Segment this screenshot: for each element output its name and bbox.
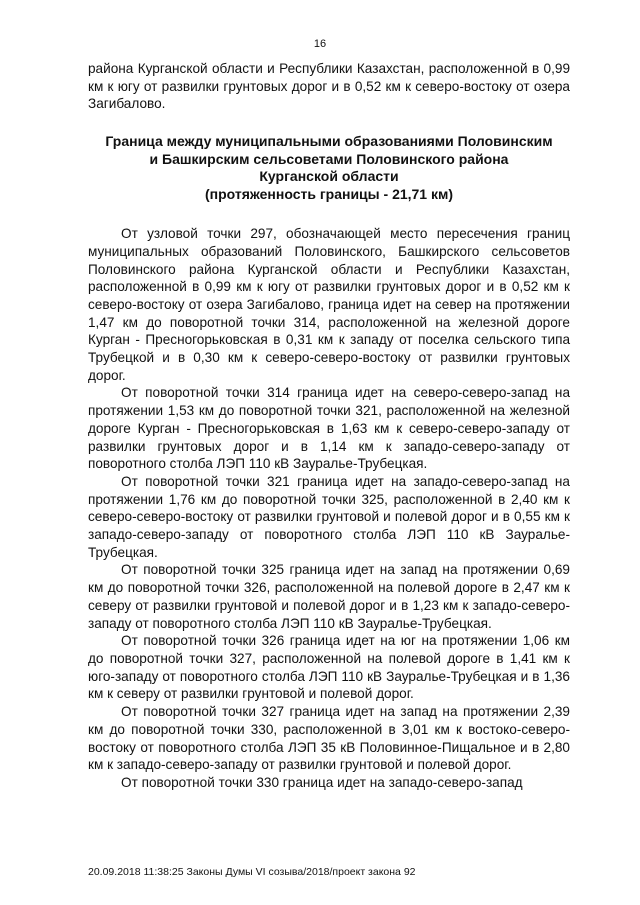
paragraph-5: От поворотной точки 326 граница идет на юг на протяжении 1,06 км до поворотной точки 327, расположенной на полевой дороге в 1,41 км к юго-западу от поворотного столба ЛЭП 110 кВ Зауралье-Трубецкая и в 1,36 км к северу от развилки грунтовой и полевой дорог. [88,633,570,702]
heading-line-1: Граница между муниципальными образованиями Половинским [105,133,553,150]
page-number: 16 [313,38,327,50]
intro-paragraph: района Курганской области и Республики Казахстан, расположенной в 0,99 км к югу от развилки грунтовых дорог и в 0,52 км к северо-востоку от озера Загибалово. [88,61,570,112]
section-heading [88,133,570,203]
footer-document-stamp: 20.09.2018 11:38:25 Законы Думы VI созыва/2018/проект закона 92 [88,866,416,878]
heading-line-2: и Башкирским сельсоветами Половинского района [149,150,509,167]
paragraph-3: От поворотной точки 321 граница идет на западо-северо-запад на протяжении 1,76 км до поворотной точки 325, расположенной в 2,40 км к северо-северо-востоку от развилки грунтовой и полевой дорог и в 0,55 км к западо-северо-западу от поворотного столба ЛЭП 110 кВ Зауралье-Трубецкая. [88,473,570,560]
paragraph-1: От узловой точки 297, обозначающей место пересечения границ муниципальных образований Половинского, Башкирского сельсоветов Половинского района Курганской области и Республики Казахстан, расположенной в 0,99 км к югу от развилки грунтовых дорог и в 0,52 км к северо-востоку от озера Загибалово, граница идет на север на протяжении 1,47 км до поворотной точки 314, расположенной на железной дороге Курган - Пресногорьковская в 0,31 км к западу от поселка сельского типа Трубецкой и в 0,30 км к северо-северо-востоку от развилки грунтовых дорог. [88,226,570,383]
heading-line-3: Курганской области [259,168,399,185]
paragraph-4: От поворотной точки 325 граница идет на запад на протяжении 0,69 км до поворотной точки 326, расположенной на полевой дороге в 2,47 км к северу от развилки грунтовой и полевой дорог и в 1,23 км к западо-северо-западу от поворотного столба ЛЭП 110 кВ Зауралье-Трубецкая. [88,562,570,631]
heading-line-4: (протяженность границы - 21,71 км) [204,185,454,202]
paragraph-6: От поворотной точки 327 граница идет на запад на протяжении 2,39 км до поворотной точки 330, расположенной в 3,01 км к востоко-северо-востоку от поворотного столба ЛЭП 35 кВ Половинное-Пищальное и в 2,80 км к западо-северо-западу от развилки грунтовой и полевой дорог. [88,704,570,773]
paragraph-2: От поворотной точки 314 граница идет на северо-северо-запад на протяжении 1,53 км до поворотной точки 321, расположенной на железной дороге Курган - Пресногорьковская в 1,63 км к северо-северо-западу от развилки грунтовых дорог и в 1,14 км к западо-северо-западу от поворотного столба ЛЭП 110 кВ Зауралье-Трубецкая. [88,385,570,472]
document-body [88,60,570,792]
paragraph-7: От поворотной точки 330 граница идет на западо-северо-запад [121,774,523,790]
